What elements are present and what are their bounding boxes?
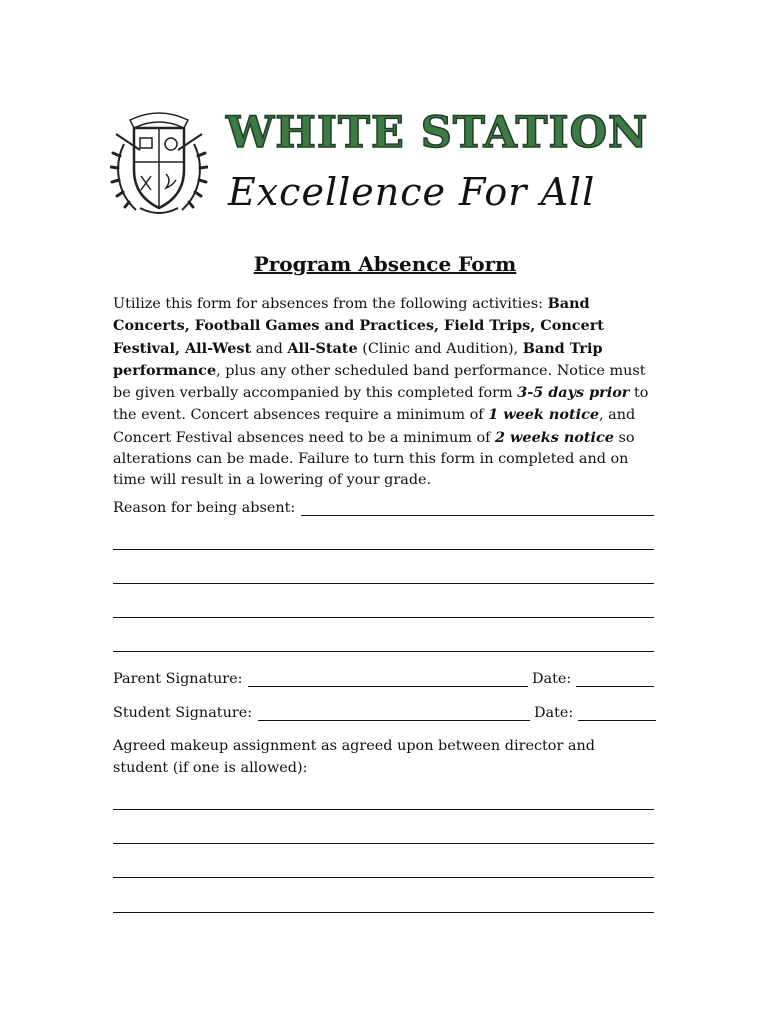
makeup-field-line[interactable] bbox=[113, 843, 654, 844]
form-title: Program Absence Form bbox=[253, 252, 517, 276]
instructions-text: and bbox=[251, 340, 288, 357]
reason-field-line[interactable] bbox=[113, 617, 654, 618]
instructions-text: to the event. Concert absences require a minimum of bbox=[113, 385, 649, 424]
makeup-field-line[interactable] bbox=[113, 912, 654, 913]
parent-signature-field[interactable] bbox=[248, 686, 528, 687]
school-motto: Excellence For All bbox=[228, 170, 596, 214]
parent-signature-label: Parent Signature: bbox=[113, 671, 243, 687]
instructions-activities: Band Concerts, Football Games and Practices, Field Trips, Concert Festival, All-West bbox=[113, 295, 604, 357]
student-signature-field[interactable] bbox=[258, 720, 530, 721]
reason-field-line[interactable] bbox=[113, 549, 654, 550]
makeup-assignment-label: Agreed makeup assignment as agreed upon between director and student (if one is allowed): bbox=[113, 738, 595, 776]
parent-date-label: Date: bbox=[532, 671, 572, 687]
reason-field-line[interactable] bbox=[113, 583, 654, 584]
instructions-text: , and Concert Festival absences need to be a minimum of bbox=[113, 407, 636, 446]
notice-period-concert: 1 week notice bbox=[488, 406, 599, 424]
notice-period-festival: 2 weeks notice bbox=[495, 428, 614, 446]
parent-date-field[interactable] bbox=[576, 686, 654, 687]
notice-period-general: 3-5 days prior bbox=[517, 384, 630, 402]
school-crest-logo bbox=[110, 104, 208, 222]
school-name-wordmark: WHITE STATION bbox=[226, 108, 649, 158]
instructions-text: (Clinic and Audition), bbox=[357, 340, 523, 357]
reason-field-line[interactable] bbox=[113, 651, 654, 652]
reason-label: Reason for being absent: bbox=[113, 500, 296, 516]
reason-field-line[interactable] bbox=[301, 515, 654, 516]
instructions-paragraph bbox=[113, 293, 663, 492]
makeup-field-line[interactable] bbox=[113, 877, 654, 878]
student-date-field[interactable] bbox=[578, 720, 656, 721]
student-date-label: Date: bbox=[534, 705, 574, 721]
instructions-text: , plus any other scheduled band performance. Notice must be given verbally accompanied by this completed form bbox=[113, 362, 646, 402]
student-signature-label: Student Signature: bbox=[113, 705, 253, 721]
instructions-text: so alterations can be made. Failure to turn this form in completed and on time will result in a lowering of your grade. bbox=[113, 429, 635, 489]
instructions-text: Utilize this form for absences from the following activities: bbox=[113, 296, 548, 312]
makeup-field-line[interactable] bbox=[113, 809, 654, 810]
instructions-all-state: All-State bbox=[287, 339, 358, 357]
instructions-band-trip: Band Trip performance bbox=[113, 339, 603, 379]
